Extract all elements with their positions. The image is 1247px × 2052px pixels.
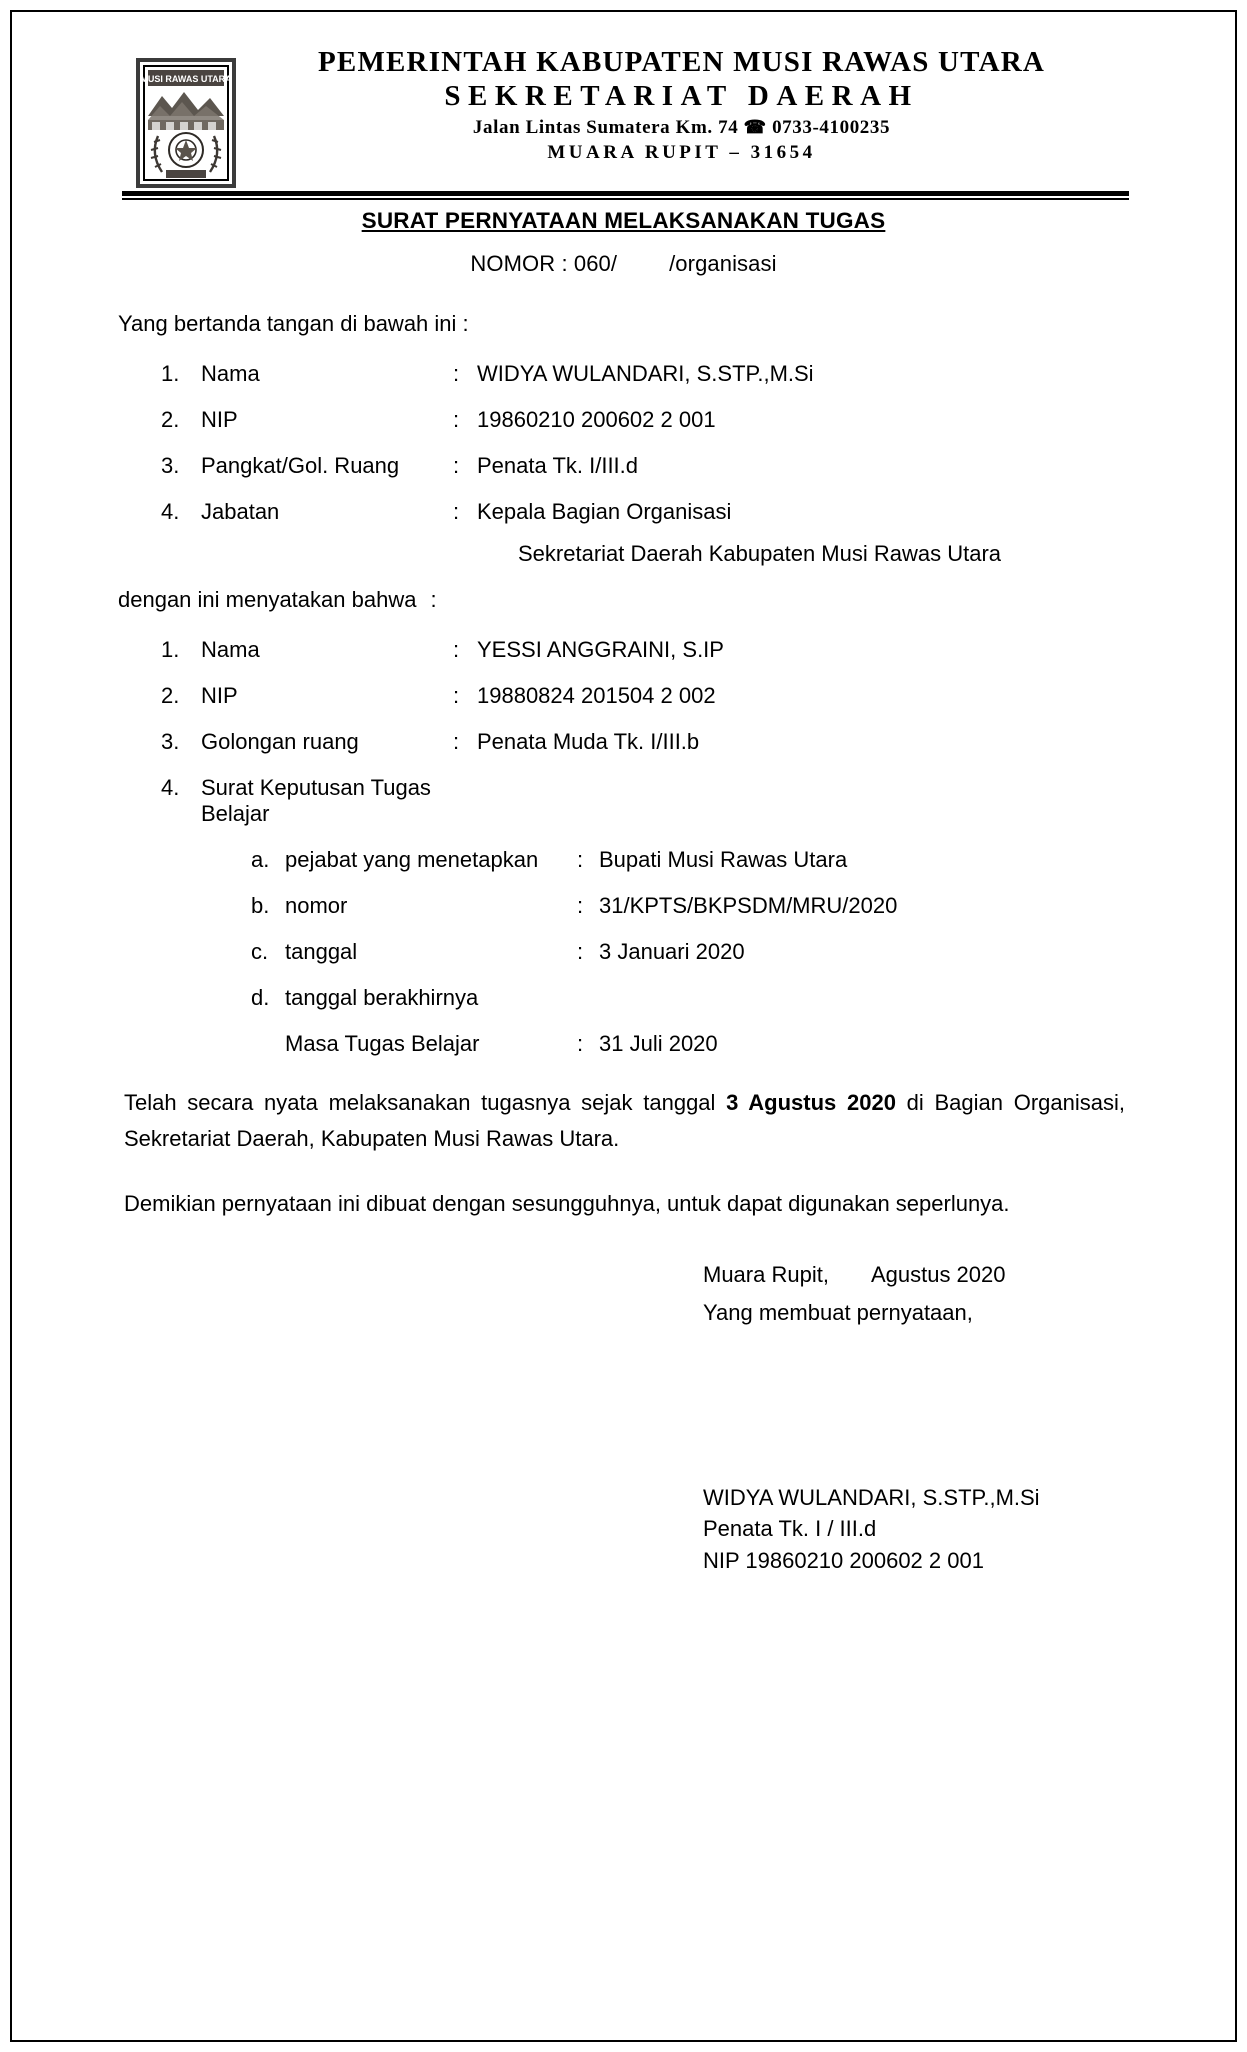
item-separator: :: [453, 453, 460, 478]
sub-item-number: d.: [251, 985, 270, 1010]
sub-item-label: tanggal berakhirnya: [285, 985, 479, 1010]
item-number: 3.: [161, 453, 180, 478]
sub-item-label: Masa Tugas Belajar: [285, 1031, 480, 1056]
address-line: [244, 116, 1119, 141]
item-separator: :: [453, 361, 460, 386]
item-separator: :: [453, 407, 460, 432]
signature-place: Muara Rupit,: [703, 1261, 829, 1287]
phone-number: 0733-4100235: [772, 117, 891, 139]
item-number: 2.: [161, 683, 180, 708]
signature-header: [118, 1256, 1129, 1332]
item-number: 4.: [161, 499, 180, 524]
item-number: 1.: [161, 637, 180, 662]
item-value: YESSI ANGGRAINI, S.IP: [477, 637, 724, 662]
item-label: Surat Keputusan Tugas Belajar: [201, 775, 431, 826]
list-item: [118, 407, 1129, 433]
sub-list-item: [118, 939, 1129, 965]
sub-item-value: 31/KPTS/BKPSDM/MRU/2020: [599, 893, 898, 918]
list-item: [118, 453, 1129, 479]
signer-details-list: [118, 361, 1129, 567]
signature-closing: Yang membuat pernyataan,: [703, 1299, 973, 1325]
divider-thick-rule: [122, 191, 1129, 196]
letterhead: [118, 46, 1129, 188]
sub-item-value: 31 Juli 2020: [599, 1031, 718, 1056]
document-number: [118, 251, 1129, 277]
sub-list-item: [118, 893, 1129, 919]
signatory-rank: Penata Tk. I / III.d: [703, 1516, 877, 1542]
item-value: 19860210 200602 2 001: [477, 407, 716, 432]
sub-item-number: c.: [251, 939, 269, 964]
item-separator: :: [453, 499, 460, 524]
document-title: SURAT PERNYATAAN MELAKSANAKAN TUGAS: [361, 208, 886, 233]
title-block: [118, 208, 1129, 277]
svg-text:MUSI RAWAS UTARA: MUSI RAWAS UTARA: [140, 74, 232, 84]
office-title: SEKRETARIAT DAERAH: [444, 79, 919, 112]
document-number-suffix: /organisasi: [669, 251, 777, 276]
item-label: Jabatan: [201, 499, 280, 524]
paragraph-text-after: di Bagian Organisasi, Sekretariat Daerah, Kabupaten Musi Rawas Utara.: [124, 1090, 1125, 1151]
list-item: [118, 499, 1129, 525]
sub-item-separator: :: [577, 847, 584, 872]
sub-item-separator: :: [577, 939, 584, 964]
sub-item-value: Bupati Musi Rawas Utara: [599, 847, 848, 872]
letterhead-text: [244, 46, 1129, 166]
subject-details-list: [118, 637, 1129, 1057]
sub-item-number: a.: [251, 847, 270, 872]
list-item: [118, 775, 1129, 827]
item-value: Penata Muda Tk. I/III.b: [477, 729, 700, 754]
item-separator: :: [453, 683, 460, 708]
item-label: Nama: [201, 637, 260, 662]
item-value: 19880824 201504 2 002: [477, 683, 716, 708]
sub-item-label: tanggal: [285, 939, 358, 964]
intro-text: Yang bertanda tangan di bawah ini :: [118, 311, 469, 336]
item-label: NIP: [201, 407, 238, 432]
signature-date: Agustus 2020: [870, 1261, 1006, 1287]
item-number: 3.: [161, 729, 180, 754]
statement-intro: [118, 587, 1129, 613]
city-postal-line: MUARA RUPIT – 31654: [547, 141, 816, 163]
list-item: [118, 637, 1129, 663]
regency-crest-icon: [136, 58, 236, 188]
list-item: [118, 361, 1129, 387]
telephone-icon: ☎: [743, 117, 767, 138]
government-title: PEMERINTAH KABUPATEN MUSI RAWAS UTARA: [317, 46, 1046, 78]
item-separator: :: [453, 637, 460, 662]
sub-item-label: nomor: [285, 893, 348, 918]
list-item: [118, 683, 1129, 709]
closing-paragraph: Demikian pernyataan ini dibuat dengan sesungguhnya, untuk dapat digunakan seperlunya.: [124, 1191, 1010, 1217]
sub-item-separator: :: [577, 893, 584, 918]
item-value: Kepala Bagian Organisasi: [477, 499, 732, 524]
sub-item-value: 3 Januari 2020: [599, 939, 745, 964]
sub-list-item-continuation: [118, 1031, 1129, 1057]
statement-intro-colon: :: [430, 587, 437, 612]
signature-place-date: [703, 1256, 1129, 1294]
paragraph-text-before: Telah secara nyata melaksanakan tugasnya sejak tanggal: [124, 1090, 727, 1115]
item-value: WIDYA WULANDARI, S.STP.,M.Si: [477, 361, 814, 386]
divider-thin-rule: [122, 198, 1129, 200]
sub-item-number: b.: [251, 893, 270, 918]
start-date-emphasis: 3 Agustus 2020: [726, 1090, 896, 1115]
statement-paragraph: [118, 1085, 1129, 1156]
street-address: Jalan Lintas Sumatera Km. 74: [472, 117, 739, 139]
signature-identity: [118, 1482, 1129, 1578]
item-separator: :: [453, 729, 460, 754]
item-label: Nama: [201, 361, 260, 386]
document-number-prefix: NOMOR : 060/: [470, 251, 618, 276]
signatory-nip: NIP 19860210 200602 2 001: [703, 1548, 984, 1574]
item-number: 1.: [161, 361, 180, 386]
signatory-name: WIDYA WULANDARI, S.STP.,M.Si: [703, 1484, 1040, 1510]
sub-list-item: [118, 985, 1129, 1011]
item-label: Pangkat/Gol. Ruang: [201, 453, 400, 478]
sub-item-label: pejabat yang menetapkan: [285, 847, 539, 872]
jabatan-continuation: Sekretariat Daerah Kabupaten Musi Rawas Utara: [518, 541, 1002, 566]
item-number: 4.: [161, 775, 180, 800]
item-label: Golongan ruang: [201, 729, 359, 754]
item-value: Penata Tk. I/III.d: [477, 453, 639, 478]
sub-item-separator: :: [577, 1031, 584, 1056]
list-item: [118, 729, 1129, 755]
letterhead-divider: [118, 191, 1129, 200]
item-number: 2.: [161, 407, 180, 432]
item-label: NIP: [201, 683, 238, 708]
sub-list-item: [118, 847, 1129, 873]
statement-intro-text: dengan ini menyatakan bahwa: [118, 587, 417, 612]
